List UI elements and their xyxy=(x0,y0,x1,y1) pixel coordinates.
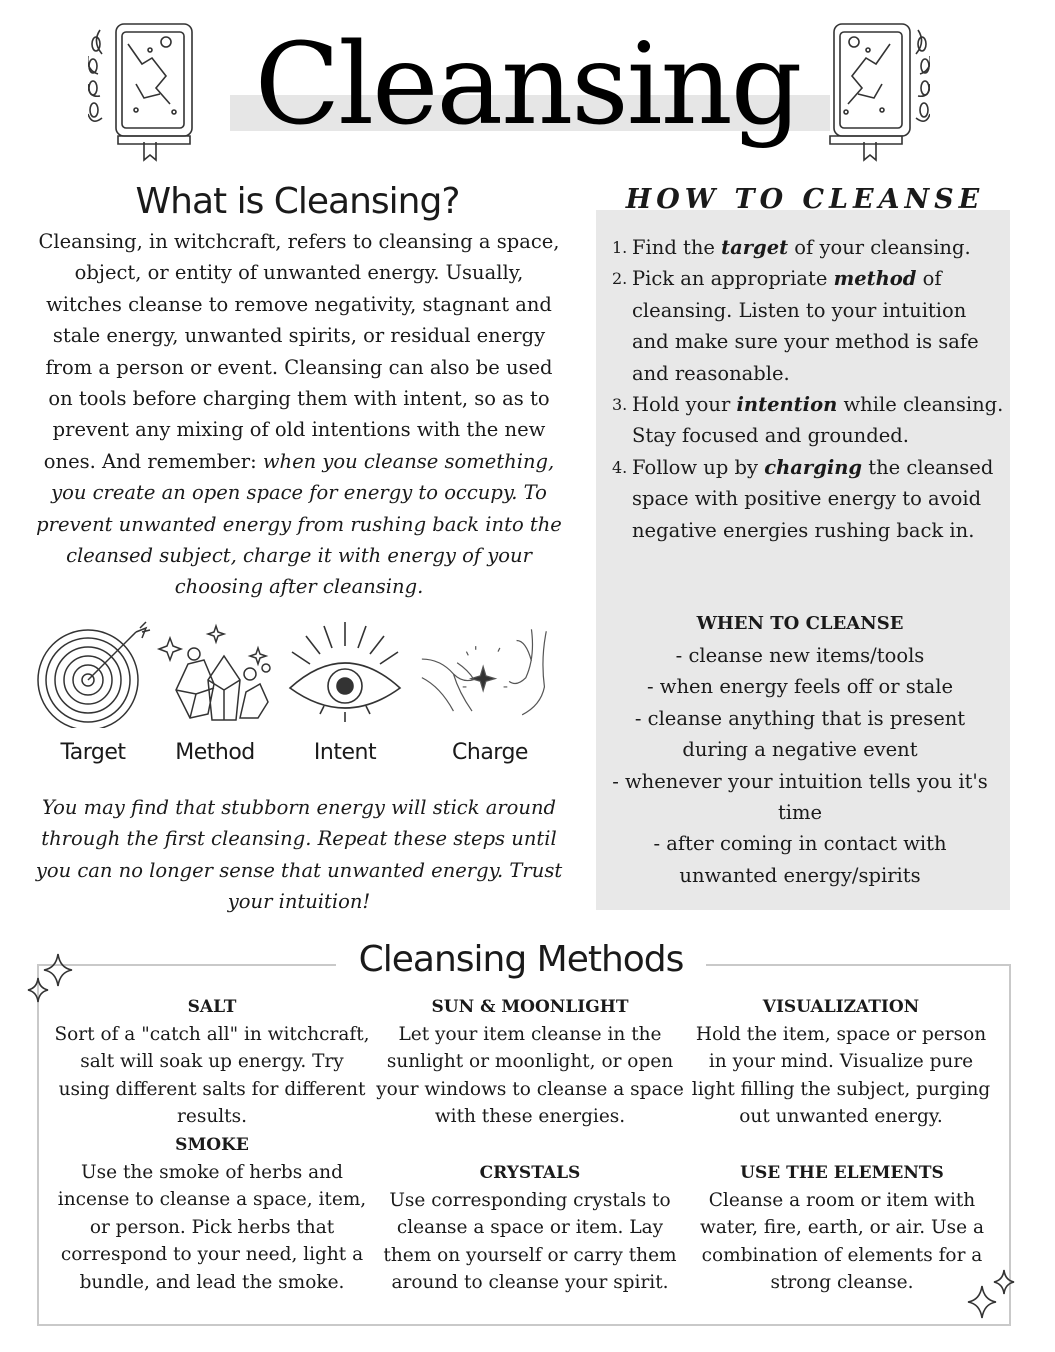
step-item xyxy=(612,452,1008,546)
when-item: - after coming in contact with unwanted energy/spirits xyxy=(653,832,947,887)
step-text: of your cleansing. xyxy=(788,236,971,259)
spellbook-left-icon xyxy=(88,14,198,164)
method-smoke xyxy=(52,1132,372,1296)
method-title: SMOKE xyxy=(175,1135,249,1155)
when-to-cleanse-heading: WHEN TO CLEANSE xyxy=(696,613,904,634)
method-body: Let your item cleanse in the sunlight or moonlight, or open your windows to cleanse a space with these energies. xyxy=(376,1024,684,1128)
icon-label-target: Target xyxy=(60,740,126,765)
what-body-plain: Cleansing, in witchcraft, refers to cleansing a space, object, or entity of unwanted energy. Usually, witches cleanse to remove negativity, stagnant and stale energy, unwanted spirits, or residual energy from a person or event. Cleansing can also be used on tools before charging them with intent, so as to prevent any mixing of old intentions with the new ones. And remember: xyxy=(38,230,560,473)
methods-heading: Cleansing Methods xyxy=(358,939,684,980)
what-body-italic: when you cleanse something, you create an open space for energy to occupy. To prevent unwanted energy from rushing back into the cleansed subject, charge it with energy of your choosing after cleansing. xyxy=(36,449,562,599)
method-visualization xyxy=(686,994,996,1131)
what-is-cleansing-heading: What is Cleansing? xyxy=(135,181,460,222)
when-item: - when energy feels off or stale xyxy=(646,675,954,699)
method-title: SALT xyxy=(187,997,237,1017)
when-item: - cleanse new items/tools xyxy=(675,644,925,667)
method-title: VISUALIZATION xyxy=(762,997,920,1017)
step-keyword: charging xyxy=(764,455,863,479)
step-keyword: method xyxy=(833,267,917,291)
step-number: 1. xyxy=(612,238,628,257)
step-item xyxy=(612,232,1008,263)
step-keyword: target xyxy=(721,236,789,259)
method-use-the-elements xyxy=(692,1160,992,1297)
target-icon xyxy=(28,618,158,728)
step-item xyxy=(612,389,1008,452)
step-text: Hold your xyxy=(632,393,737,417)
method-salt xyxy=(52,994,372,1131)
repeat-note: You may find that stubborn energy will stick around through the first cleansing. Repeat these steps until you can no longer sense that unwanted energy. Trust your intuition! xyxy=(35,796,563,914)
step-keyword: intention xyxy=(736,393,838,417)
method-body: Hold the item, space or person in your mind. Visualize pure light filling the subject, purging out unwanted energy. xyxy=(691,1024,991,1128)
step-text: of cleansing. Listen to your intuition and make sure your method is safe and reasonable. xyxy=(632,267,979,385)
step-text: Find the xyxy=(632,236,722,259)
icon-label-method: Method xyxy=(175,740,255,765)
page-title: Cleansing xyxy=(254,20,801,150)
step-text: while cleansing. Stay focused and grounded. xyxy=(632,393,1004,448)
method-body: Sort of a "catch all" in witchcraft, salt will soak up energy. Try using different salts for different results. xyxy=(54,1024,370,1128)
method-body: Cleanse a room or item with water, fire, earth, or air. Use a combination of elements for a strong cleanse. xyxy=(700,1190,984,1294)
step-number: 3. xyxy=(612,395,628,415)
method-body: Use corresponding crystals to cleanse a space or item. Lay them on yourself or carry them around to cleanse your spirit. xyxy=(383,1190,677,1294)
icon-label-charge: Charge xyxy=(452,740,528,765)
method-title: SUN & MOONLIGHT xyxy=(431,997,629,1017)
method-body: Use the smoke of herbs and incense to cleanse a space, item, or person. Pick herbs that correspond to your need, light a bundle, and lead the smoke. xyxy=(57,1162,367,1293)
what-is-cleansing-body xyxy=(34,226,564,603)
method-crystals xyxy=(374,1160,686,1297)
eye-icon xyxy=(280,618,410,728)
steps-list xyxy=(612,232,1008,546)
method-sun-moonlight xyxy=(374,994,686,1131)
step-item xyxy=(612,263,1008,389)
when-item: - whenever your intuition tells you it's time xyxy=(612,769,988,825)
how-to-cleanse-heading: HOW TO CLEANSE xyxy=(625,184,985,215)
when-item: - cleanse anything that is present during a negative event xyxy=(634,706,966,762)
step-text: Follow up by xyxy=(632,455,765,479)
crystal-icon xyxy=(150,618,280,728)
method-title: USE THE ELEMENTS xyxy=(740,1163,944,1183)
hands-star-icon xyxy=(420,618,550,728)
icon-label-intent: Intent xyxy=(313,740,377,765)
step-text: Pick an appropriate xyxy=(632,267,834,291)
step-number: 4. xyxy=(612,457,628,477)
method-title: CRYSTALS xyxy=(479,1163,581,1183)
step-number: 2. xyxy=(612,269,628,289)
when-to-cleanse-list xyxy=(600,640,1000,891)
step-text: the cleansed space with positive energy to avoid negative energies rushing back in. xyxy=(632,455,994,542)
